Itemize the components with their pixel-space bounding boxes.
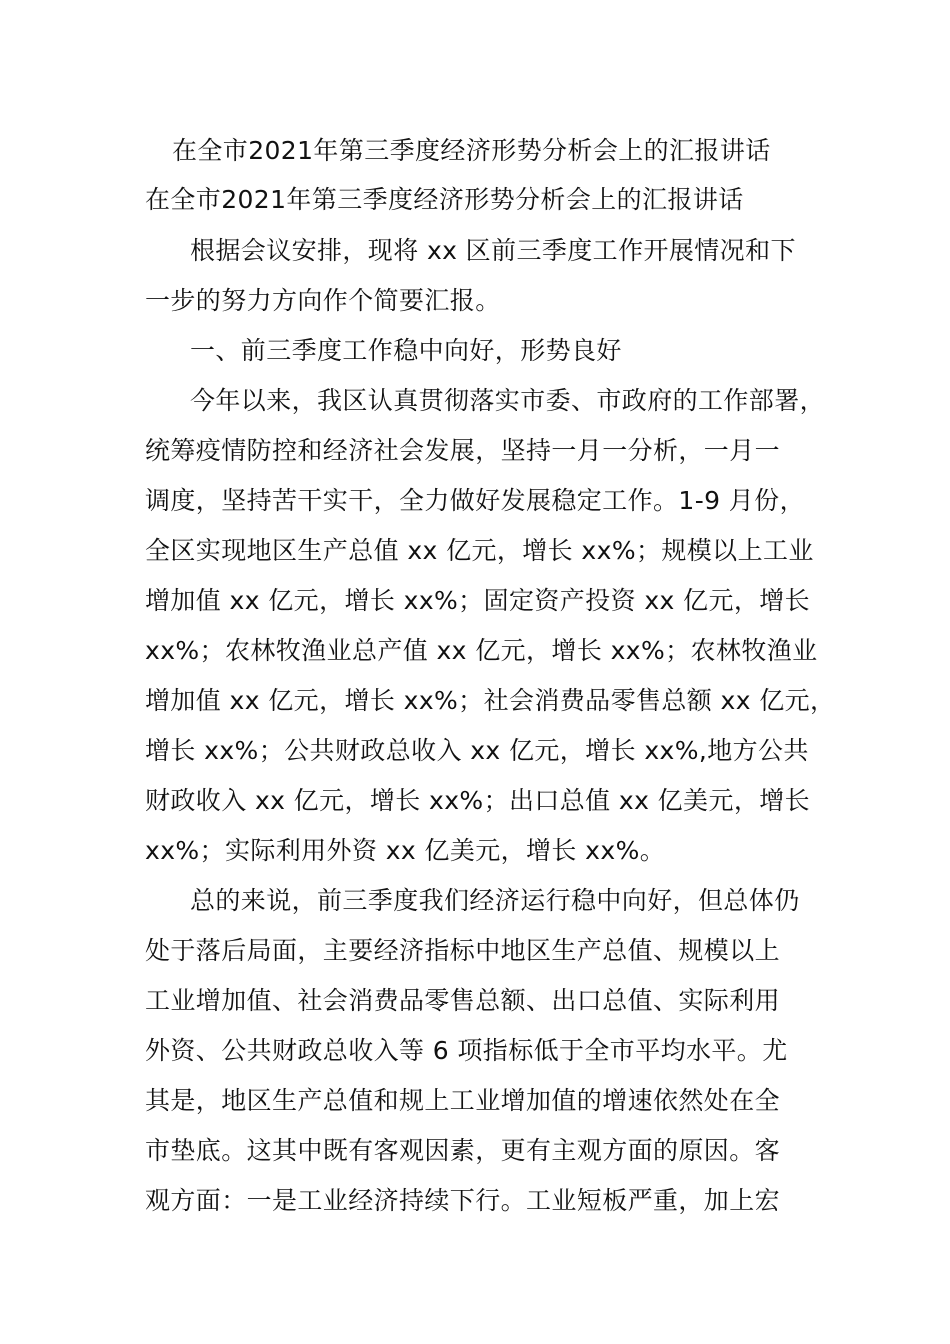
text-line: 市垫底。这其中既有客观因素，更有主观方面的原因。客 (145, 1136, 781, 1165)
text-line: 增加值 xx 亿元，增长 xx%；固定资产投资 xx 亿元，增长 (145, 586, 811, 615)
text-line: 工业增加值、社会消费品零售总额、出口总值、实际利用 (145, 986, 781, 1015)
text-line: 增长 xx%；公共财政总收入 xx 亿元，增长 xx%,地方公共 (145, 736, 809, 765)
text-line: 增加值 xx 亿元，增长 xx%；社会消费品零售总额 xx 亿元， (145, 686, 836, 715)
text-line: 观方面：一是工业经济持续下行。工业短板严重，加上宏 (145, 1186, 781, 1215)
title-line-1: 在全市2021年第三季度经济形势分析会上的汇报讲话 (172, 136, 771, 165)
text-line: 外资、公共财政总收入等 6 项指标低于全市平均水平。尤 (145, 1036, 788, 1065)
text-line: 全区实现地区生产总值 xx 亿元，增长 xx%；规模以上工业 (145, 536, 814, 565)
text-line: 总的来说，前三季度我们经济运行稳中向好，但总体仍 (190, 886, 800, 915)
text-line: 调度，坚持苦干实干，全力做好发展稳定工作。1-9 月份， (145, 486, 805, 515)
text-line: 处于落后局面，主要经济指标中地区生产总值、规模以上 (145, 936, 781, 965)
text-line: xx%；实际利用外资 xx 亿美元，增长 xx%。 (145, 836, 666, 865)
text-line: 一步的努力方向作个简要汇报。 (145, 286, 501, 315)
text-line: xx%；农林牧渔业总产值 xx 亿元，增长 xx%；农林牧渔业 (145, 636, 818, 665)
text-line: 根据会议安排，现将 xx 区前三季度工作开展情况和下 (190, 236, 796, 265)
title-line-2: 在全市2021年第三季度经济形势分析会上的汇报讲话 (145, 185, 744, 214)
text-line: 其是，地区生产总值和规上工业增加值的增速依然处在全 (145, 1086, 781, 1115)
text-line: 财政收入 xx 亿元，增长 xx%；出口总值 xx 亿美元，增长 (145, 786, 811, 815)
section-heading: 一、前三季度工作稳中向好，形势良好 (190, 336, 622, 365)
text-line: 统筹疫情防控和经济社会发展，坚持一月一分析，一月一 (145, 436, 781, 465)
text-line: 今年以来，我区认真贯彻落实市委、市政府的工作部署， (190, 386, 826, 415)
